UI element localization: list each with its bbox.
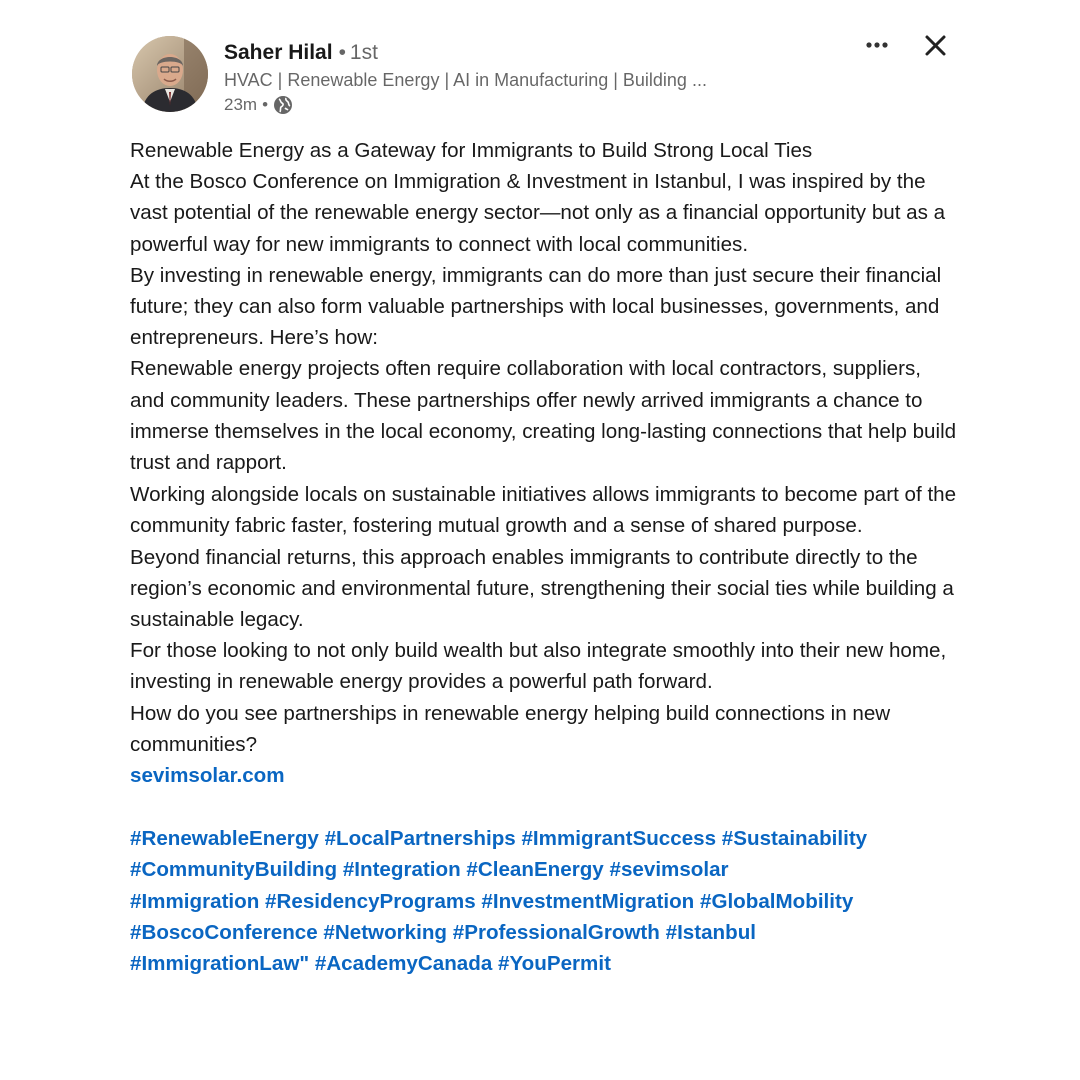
post-paragraph: By investing in renewable energy, immigrants can do more than just secure their financial future; they can also form valuable partnerships with local businesses, governments, and entrepreneurs. Here’s how: — [130, 263, 942, 350]
hashtag-link[interactable]: #GlobalMobility — [699, 889, 854, 913]
hashtag-link[interactable]: #CleanEnergy — [466, 858, 604, 882]
post-paragraph: Renewable energy projects often require collaboration with local contractors, suppliers, and community leaders. These partnerships offer newly arrived immigrants a chance to immerse themselves in the local economy, creating long-lasting connections that help build trust and rapport. — [130, 357, 957, 475]
hashtag-link[interactable]: #sevimsolar — [609, 858, 729, 882]
hashtag-line — [130, 886, 960, 917]
hashtag-link[interactable]: #BoscoConference — [130, 920, 318, 944]
hashtag-line — [130, 948, 960, 979]
more-horizontal-icon — [864, 36, 894, 54]
hashtag-link[interactable]: #ProfessionalGrowth — [452, 920, 660, 944]
post-paragraph: How do you see partnerships in renewable energy helping build connections in new communities? — [130, 701, 891, 756]
post-time: 23m — [224, 95, 258, 114]
author-name-row — [224, 40, 707, 66]
close-icon — [922, 32, 950, 60]
hashtag-link[interactable]: #ResidencyPrograms — [265, 889, 476, 913]
hashtag-link[interactable]: #ImmigrationLaw" — [130, 952, 310, 976]
post-paragraph: Beyond financial returns, this approach enables immigrants to contribute directly to the region’s economic and environmental future, strengthening their social ties while building a sustainable legacy. — [130, 545, 954, 632]
author-name[interactable]: Saher Hilal — [224, 41, 333, 64]
hashtag-link[interactable]: #Istanbul — [665, 920, 757, 944]
hashtag-link[interactable]: #AcademyCanada — [314, 952, 493, 976]
hashtag-line — [130, 854, 960, 885]
avatar-image — [132, 36, 208, 112]
name-separator: • — [338, 41, 346, 64]
author-headline: HVAC | Renewable Energy | AI in Manufacturing | Building ... — [224, 70, 707, 90]
hashtag-link[interactable]: #YouPermit — [498, 952, 611, 976]
post-title: Renewable Energy as a Gateway for Immigrants to Build Strong Local Ties — [130, 139, 813, 162]
post-header — [132, 36, 952, 116]
post-paragraph: Working alongside locals on sustainable initiatives allows immigrants to become part of the community fabric faster, fostering mutual growth and a sense of shared purpose. — [130, 483, 957, 538]
hashtag-line — [130, 917, 960, 948]
hashtag-link[interactable]: #LocalPartnerships — [324, 827, 516, 851]
connection-degree: 1st — [349, 41, 378, 64]
website-link[interactable]: sevimsolar.com — [130, 764, 285, 788]
globe-icon — [273, 95, 293, 115]
hashtag-link[interactable]: #CommunityBuilding — [130, 858, 338, 882]
post-time-row — [224, 93, 707, 117]
hashtag-line — [130, 823, 960, 854]
post-body — [130, 135, 960, 979]
hashtag-link[interactable]: #Sustainability — [721, 827, 868, 851]
hashtag-link[interactable]: #RenewableEnergy — [130, 827, 319, 851]
hashtags — [130, 823, 960, 979]
close-button[interactable] — [922, 32, 950, 60]
hashtag-link[interactable]: #Immigration — [130, 889, 260, 913]
hashtag-link[interactable]: #ImmigrantSuccess — [521, 827, 717, 851]
hashtag-link[interactable]: #Integration — [342, 858, 461, 882]
avatar[interactable] — [132, 36, 208, 112]
hashtag-link[interactable]: #Networking — [323, 920, 448, 944]
author-meta — [224, 40, 707, 117]
more-options-button[interactable] — [864, 36, 894, 54]
hashtag-link[interactable]: #InvestmentMigration — [481, 889, 695, 913]
time-separator: • — [262, 95, 269, 114]
post-paragraph: At the Bosco Conference on Immigration & Investment in Istanbul, I was inspired by the vast potential of the renewable energy sector—not only as a financial opportunity but as a powerful way for new immigrants to connect with local communities. — [130, 170, 946, 256]
post-paragraph: For those looking to not only build wealth but also integrate smoothly into their new home, investing in renewable energy provides a powerful path forward. — [130, 639, 947, 694]
